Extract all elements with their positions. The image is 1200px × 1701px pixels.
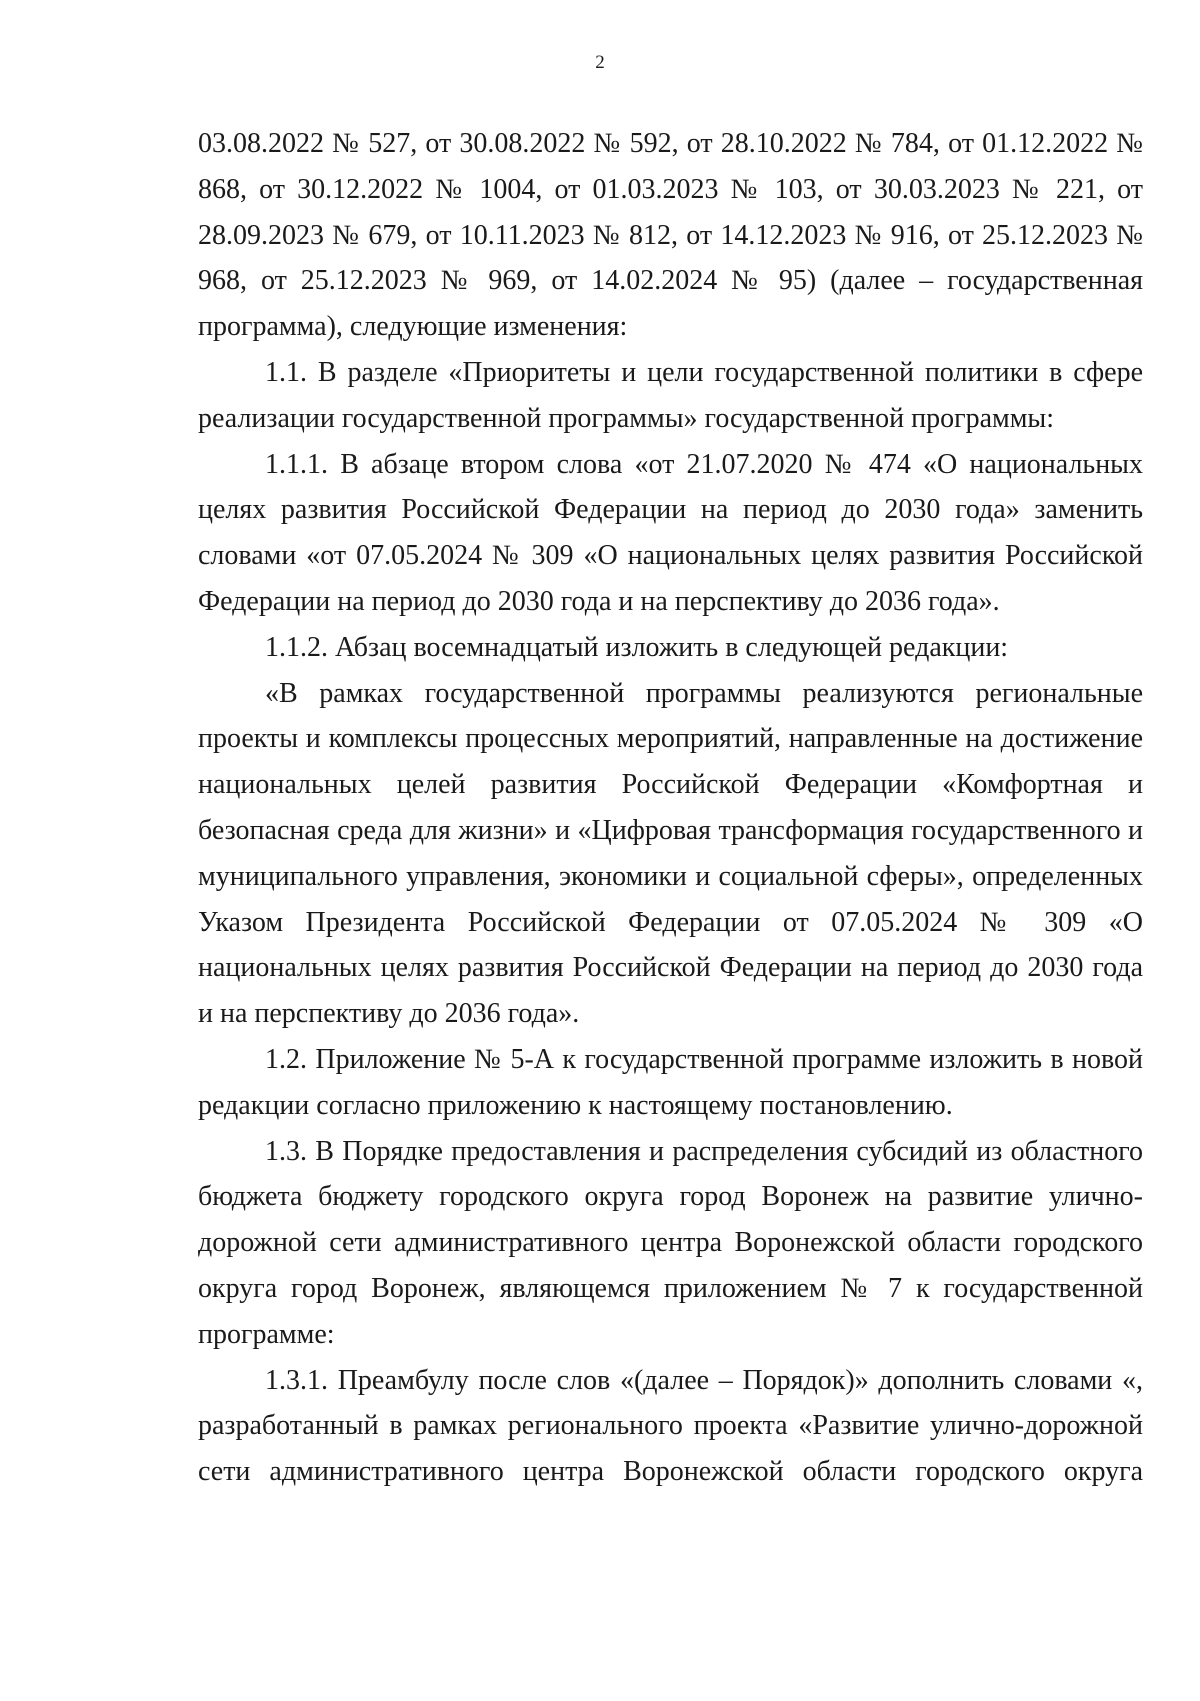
paragraph: 1.3. В Порядке предоставления и распределения субсидий из областного бюджета бюджету городского округа город Воронеж на развитие улично-дорожной сети административного центра Воронежской области городского округа город Воронеж, являющемся приложением № 7 к государственной программе: [198,1135,1143,1350]
paragraph: 1.1.1. В абзаце втором слова «от 21.07.2020 № 474 «О национальных целях развития Российской Федерации на период до 2030 года» заменить словами «от 07.05.2024 № 309 «О национальных целях развития Российской Федерации на период до 2030 года и на перспективу до 2036 года». [198,448,1143,617]
paragraph: 03.08.2022 № 527, от 30.08.2022 № 592, от 28.10.2022 № 784, от 01.12.2022 № 868, от 30.12.2022 № 1004, от 01.03.2023 № 103, от 30.03.2023 № 221, от 28.09.2023 № 679, от 10.11.2023 № 812, от 14.12.2023 № 916, от 25.12.2023 № 968, от 25.12.2023 № 969, от 14.02.2024 № 95) (далее – государственная программа), следующие изменения: [198,128,1143,343]
page-number: 2 [595,52,605,73]
paragraph: 1.2. Приложение № 5-А к государственной программе изложить в новой редакции согласно приложению к настоящему постановлению. [198,1043,1143,1121]
paragraph: 1.3.1. Преамбулу после слов «(далее – Порядок)» дополнить словами «, разработанный в рамках регионального проекта «Развитие улично-дорожной сети административного центра Воронежской области городского округа [198,1364,1143,1488]
paragraph: 1.1.2. Абзац восемнадцатый изложить в следующей редакции: [265,631,1009,663]
document-body [198,121,1143,1495]
paragraph: 1.1. В разделе «Приоритеты и цели государственной политики в сфере реализации государственной программы» государственной программы: [198,356,1143,434]
paragraph: «В рамках государственной программы реализуются региональные проекты и комплексы процессных мероприятий, направленные на достижение национальных целей развития Российской Федерации «Комфортная и безопасная среда для жизни» и «Цифровая трансформация государственного и муниципального управления, экономики и социальной сферы», определенных Указом Президента Российской Федерации от 07.05.2024 № 309 «О национальных целях развития Российской Федерации на период до 2030 года и на перспективу до 2036 года». [198,677,1143,1030]
